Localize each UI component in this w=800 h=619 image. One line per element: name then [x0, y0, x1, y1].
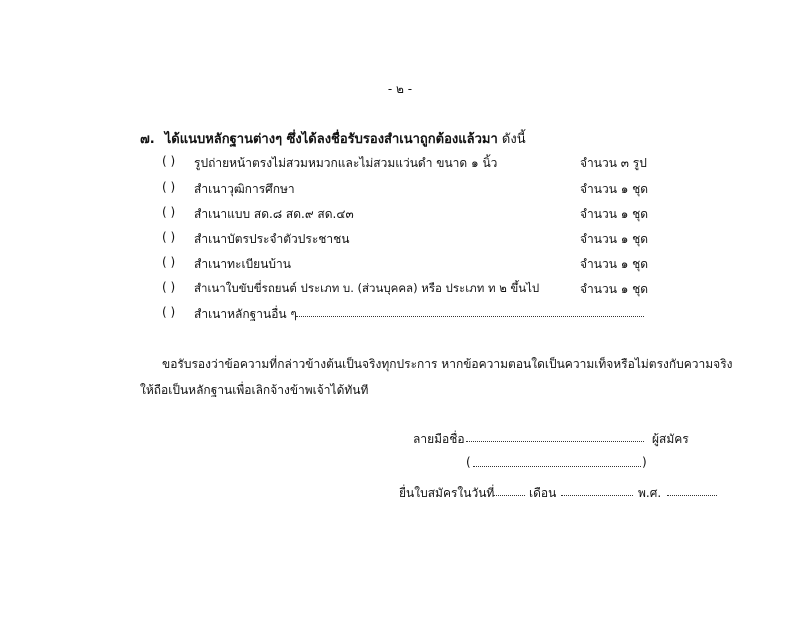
list-item-quantity: จำนวน ๑ ชุด [580, 182, 649, 196]
checkbox[interactable]: ( ) [162, 280, 176, 294]
month-label: เดือน [529, 486, 557, 500]
list-item-text: สำเนาทะเบียนบ้าน [194, 257, 291, 271]
list-item-text: สำเนาใบขับขี่รถยนต์ ประเภท บ. (ส่วนบุคคล) หรือ ประเภท ท ๒ ขึ้นไป [194, 281, 540, 295]
date-label: ยื่นใบสมัครในวันที่ [399, 486, 495, 500]
list-item-text: สำเนาแบบ สด.๘ สด.๙ สด.๔๓ [194, 207, 354, 221]
checkbox[interactable]: ( ) [162, 154, 176, 168]
list-item-text: สำเนาบัตรประจำตัวประชาชน [194, 232, 350, 246]
applicant-label: ผู้สมัคร [652, 432, 689, 446]
section-heading [140, 128, 526, 149]
list-item-quantity: จำนวน ๑ ชุด [580, 232, 649, 246]
list-item-text: สำเนาหลักฐานอื่น ๆ [194, 307, 297, 321]
other-evidence-fill-line[interactable] [296, 306, 644, 317]
paren-close: ) [642, 455, 647, 469]
day-line[interactable] [493, 485, 525, 496]
printed-name-line[interactable] [473, 456, 641, 467]
year-label: พ.ศ. [638, 486, 662, 500]
checkbox[interactable]: ( ) [162, 305, 176, 319]
checkbox[interactable]: ( ) [162, 180, 176, 194]
year-line[interactable] [667, 485, 717, 496]
list-item-quantity: จำนวน ๑ ชุด [580, 257, 649, 271]
list-item-quantity: จำนวน ๑ ชุด [580, 207, 649, 221]
checkbox[interactable]: ( ) [162, 205, 176, 219]
list-item-text: สำเนาวุฒิการศึกษา [194, 182, 295, 196]
section-number: ๗. [140, 132, 155, 147]
checkbox[interactable]: ( ) [162, 255, 176, 269]
paren-open: ( [466, 455, 471, 469]
page-number: - ๒ - [387, 82, 413, 96]
certification-line-2: ให้ถือเป็นหลักฐานเพื่อเลิกจ้างข้าพเจ้าได้ทันที [140, 383, 369, 397]
signature-line[interactable] [466, 431, 644, 442]
signature-label: ลายมือชื่อ [413, 432, 465, 446]
month-line[interactable] [561, 485, 633, 496]
checkbox[interactable]: ( ) [162, 230, 176, 244]
section-title: ได้แนบหลักฐานต่างๆ ซึ่งได้ลงชื่อรับรองสำเนาถูกต้องแล้วมา [164, 132, 498, 147]
list-item-quantity: จำนวน ๓ รูป [580, 156, 647, 170]
list-item-quantity: จำนวน ๑ ชุด [580, 282, 649, 296]
list-item-text: รูปถ่ายหน้าตรงไม่สวมหมวกและไม่สวมแว่นดำ ขนาด ๑ นิ้ว [194, 156, 498, 170]
certification-line-1: ขอรับรองว่าข้อความที่กล่าวข้างต้นเป็นจริงทุกประการ หากข้อความตอนใดเป็นความเท็จหรือไม่ตรงกับความจริง [162, 357, 733, 371]
section-title-tail: ดังนี้ [501, 132, 526, 147]
